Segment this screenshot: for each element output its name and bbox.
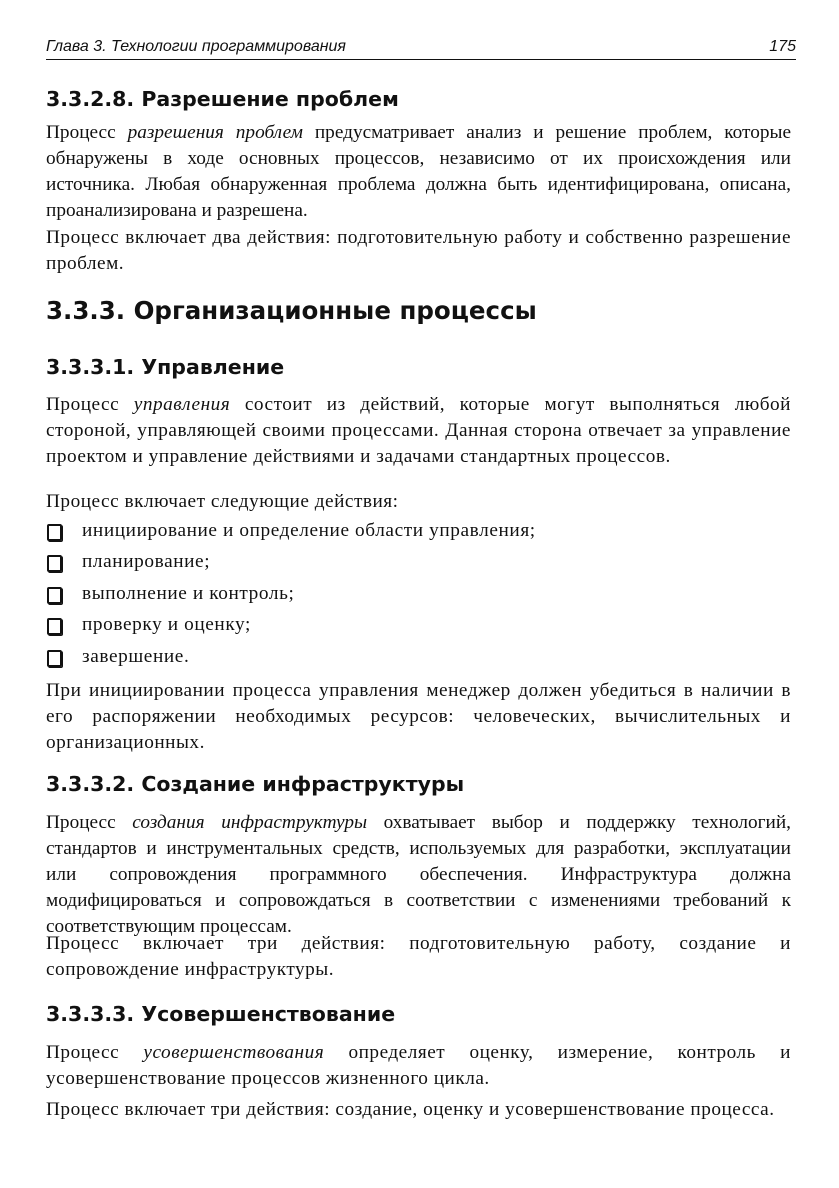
paragraph-management-3: При инициировании процесса управления менеджер должен убедиться в наличии в его распоряжении необходимых ресурсов: человеческих, вычислительных и организационных.	[46, 680, 791, 753]
heading-3-3-3-2: 3.3.3.2. Создание инфраструктуры	[46, 772, 465, 796]
list-item: выполнение и контроль;	[46, 583, 791, 614]
checkbox-bullet-icon	[47, 650, 62, 667]
page-number: 175	[769, 38, 796, 55]
term-management: управления	[133, 394, 231, 415]
paragraph-infrastructure-1: Процесс создания инфраструктуры охватывает выбор и поддержку технологий, стандартов и инструментальных средств, используемых для разработки, эксплуатации или сопровождения программного обеспечения. Инфраструктура должна модифицироваться и сопровождаться в соответствии с изменениями требований к соответствующим процессам.	[46, 812, 791, 937]
heading-3-3-2-8: 3.3.2.8. Разрешение проблем	[46, 87, 399, 111]
checkbox-bullet-icon	[47, 555, 62, 572]
paragraph-improvement-1: Процесс усовершенствования определяет оценку, измерение, контроль и усовершенствование процессов жизненного цикла.	[46, 1042, 792, 1089]
list-item: проверку и оценку;	[46, 614, 791, 645]
heading-3-3-3-3: 3.3.3.3. Усовершенствование	[46, 1002, 396, 1026]
management-actions-list	[46, 520, 791, 677]
paragraph-problem-resolution-1: Процесс разрешения проблем предусматривает анализ и решение проблем, которые обнаружены в ходе основных процессов, независимо от их происхождения или источника. Любая обнаруженная проблема должна быть идентифицирована, описана, проанализирована и разрешена.	[46, 122, 791, 221]
list-item: завершение.	[46, 646, 791, 677]
heading-3-3-3-1: 3.3.3.1. Управление	[46, 355, 285, 379]
list-item: планирование;	[46, 551, 791, 582]
term-problem-resolution: разрешения проблем	[127, 122, 303, 143]
paragraph-infrastructure-2: Процесс включает три действия: подготовительную работу, создание и сопровождение инфраструктуры.	[46, 933, 791, 980]
paragraph-problem-resolution-2: Процесс включает два действия: подготовительную работу и собственно разрешение проблем.	[46, 227, 791, 274]
paragraph-improvement-2: Процесс включает три действия: создание, оценку и усовершенствование процесса.	[46, 1099, 775, 1120]
checkbox-bullet-icon	[47, 524, 62, 541]
list-item: инициирование и определение области управления;	[46, 520, 791, 551]
checkbox-bullet-icon	[47, 618, 62, 635]
running-header	[46, 38, 796, 60]
heading-3-3-3: 3.3.3. Организационные процессы	[46, 296, 537, 325]
chapter-title: Глава 3. Технологии программирования	[46, 38, 346, 55]
paragraph-management-2: Процесс включает следующие действия:	[46, 491, 399, 512]
term-improvement: усовершенствования	[143, 1042, 325, 1063]
paragraph-management-1: Процесс управления состоит из действий, которые могут выполняться любой стороной, управляющей своими процессами. Данная сторона отвечает за управление проектом и управление действиями и задачами стандартных процессов.	[46, 394, 791, 467]
checkbox-bullet-icon	[47, 587, 62, 604]
term-infrastructure: создания инфраструктуры	[132, 812, 368, 833]
